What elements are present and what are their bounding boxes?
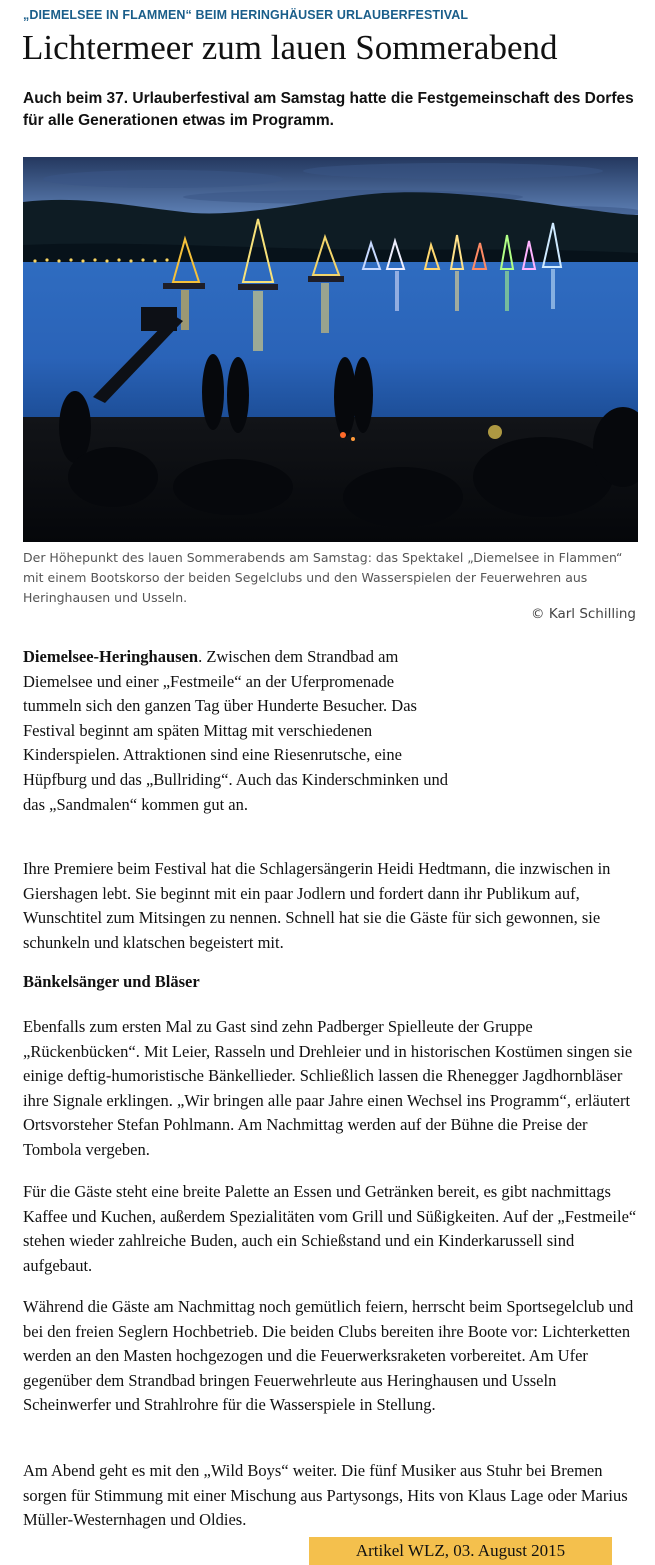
- section-subheading: Bänkelsänger und Bläser: [23, 972, 200, 991]
- article-photo: [23, 157, 638, 542]
- article-paragraph-2: Ihre Premiere beim Festival hat die Schlagersängerin Heidi Hedtmann, die inzwischen in Giershagen lebt. Sie beginnt mit ein paar Jodlern und fordert dann ihr Publikum auf, Wunschtitel zum Mitsingen zu nennen. Schnell hat sie die Gäste für sich gewonnen, sie schunkeln und klatschen begeistert mit.: [23, 859, 611, 952]
- article-paragraph-6: Am Abend geht es mit den „Wild Boys“ weiter. Die fünf Musiker aus Stuhr bei Bremen sorgen für Stimmung mit einer Mischung aus Partysongs, Hits von Klaus Lage oder Marius Müller-Westernhagen und Oldies.: [23, 1461, 628, 1530]
- article-kicker: „DIEMELSEE IN FLAMMEN“ BEIM HERINGHÄUSER URLAUBERFESTIVAL: [23, 8, 469, 22]
- article-paragraph-4: Für die Gäste steht eine breite Palette an Essen und Getränken bereit, es gibt nachmittags Kaffee und Kuchen, außerdem Spezialitäten vom Grill und Süßigkeiten. Auf der „Festmeile“ stehen wieder zahlreiche Buden, auch ein Schießstand und ein Kinderkarussell sind aufgebaut.: [23, 1182, 637, 1275]
- article-paragraph-1: [23, 645, 453, 817]
- photo-credit: © Karl Schilling: [531, 606, 636, 622]
- article-headline: Lichtermeer zum lauen Sommerabend: [22, 28, 558, 67]
- source-label: Artikel WLZ, 03. August 2015: [309, 1537, 612, 1565]
- photo-caption: Der Höhepunkt des lauen Sommerabends am Samstag: das Spektakel „Diemelsee in Flammen“ mit einem Bootskorso der beiden Segelclubs und den Wasserspielen der Feuerwehren aus Heringhausen und Usseln.: [23, 550, 623, 605]
- night-lake-photo-illustration: [23, 157, 638, 542]
- paragraph-1-text: . Zwischen dem Strandbad am Diemelsee und einer „Festmeile“ an der Uferpromenade tummeln sich den ganzen Tag über Hunderte Besucher. Das Festival beginnt am späten Mittag mit verschiedenen Kinderspielen. Attraktionen sind eine Riesenrutsche, eine Hüpfburg und das „Bullriding“. Auch das Kinderschminken und das „Sandmalen“ kommen gut an.: [23, 647, 448, 814]
- article-lead: Auch beim 37. Urlauberfestival am Samstag hatte die Festgemeinschaft des Dorfes für alle Generationen etwas im Programm.: [23, 90, 634, 129]
- article-paragraph-3: Ebenfalls zum ersten Mal zu Gast sind zehn Padberger Spielleute der Gruppe „Rückenbücken“. Mit Leier, Rasseln und Drehleier und in historischen Kostümen singen sie einige deftig-humoristische Bänkellieder. Schließlich lassen die Rhenegger Jagdhornbläser ihre Signale erklingen. „Wir bringen alle paar Jahre einen Wechsel ins Programm“, erläutert Ortsvorsteher Stefan Pohlmann. Am Nachmittag werden auf der Bühne die Preise der Tombola vergeben.: [23, 1017, 633, 1159]
- article-paragraph-5: Während die Gäste am Nachmittag noch gemütlich feiern, herrscht beim Sportsegelclub und bei den freien Seglern Hochbetrieb. Die beiden Clubs bereiten ihre Boote vor: Lichterketten werden an den Masten hochgezogen und die Feuerwerksraketen vorbereitet. Am Ufer gegenüber dem Strandbad bringen Feuerwehrleute aus Heringhausen und Usseln Scheinwerfer und Strahlrohre für die Wasserspiele in Stellung.: [23, 1297, 634, 1415]
- dateline: Diemelsee-Heringhausen: [23, 647, 199, 666]
